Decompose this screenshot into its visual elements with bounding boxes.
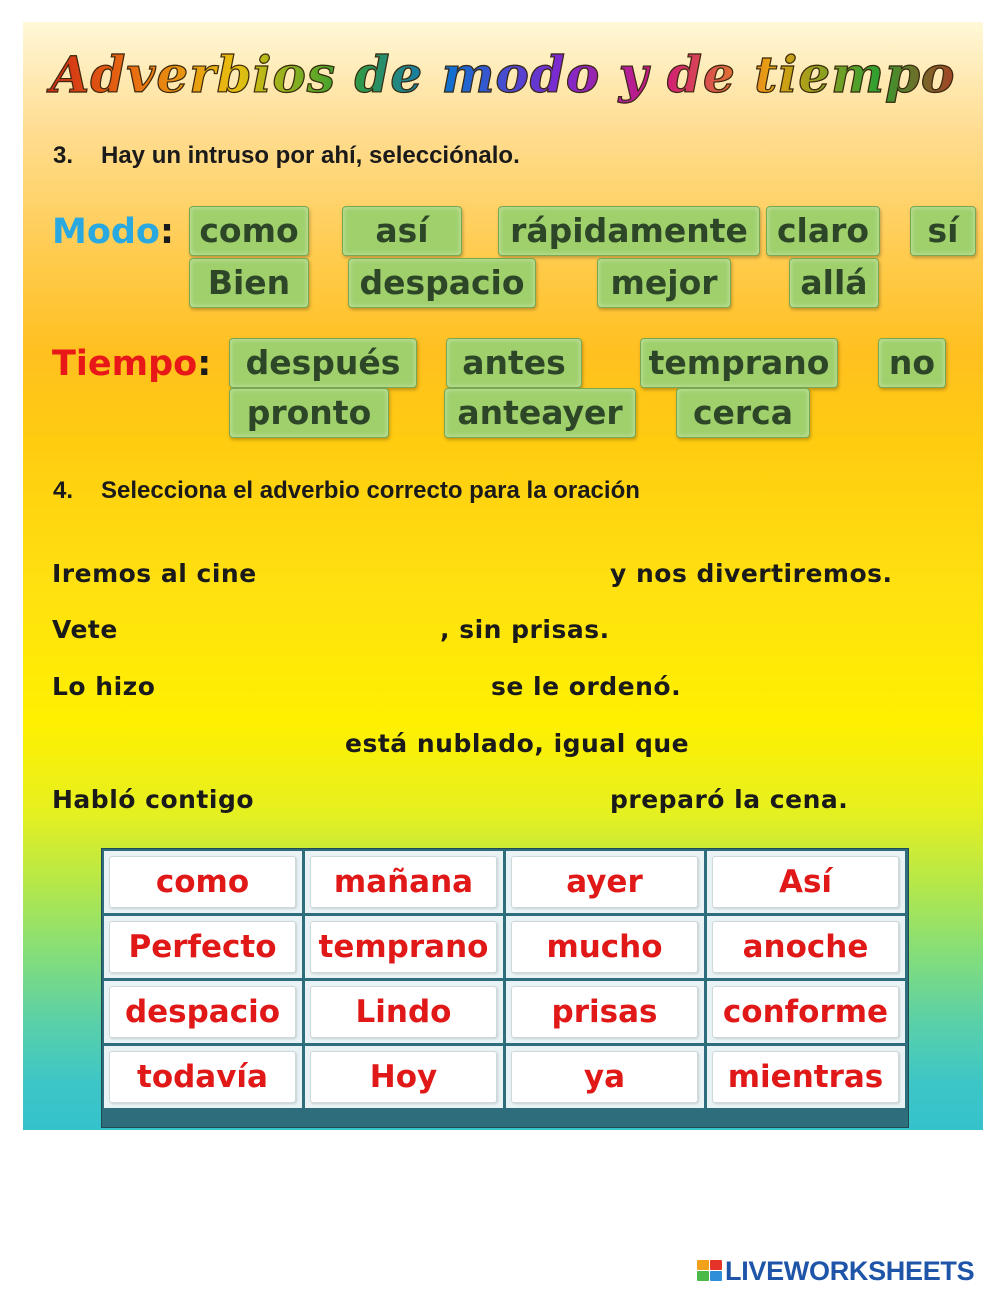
tiempo-word-chip[interactable]: antes [446, 338, 582, 388]
option-button[interactable]: despacio [109, 986, 296, 1038]
modo-word-chip[interactable]: Bien [189, 258, 309, 308]
option-button[interactable]: mañana [310, 856, 497, 908]
tiempo-word-chip[interactable]: cerca [676, 388, 810, 438]
sentence-4-drop-zone[interactable] [52, 724, 342, 760]
modo-word-chip[interactable]: así [342, 206, 462, 256]
tiempo-word-chip[interactable]: temprano [640, 338, 838, 388]
tiempo-word-chip[interactable]: después [229, 338, 417, 388]
liveworksheets-logo-icon [697, 1260, 723, 1282]
sentence-2-drop-zone[interactable] [138, 610, 438, 646]
worksheet-title: Adverbios de modo y de tiempo [23, 40, 983, 110]
option-button[interactable]: como [109, 856, 296, 908]
modo-label: Modo [52, 212, 160, 252]
question-4-number: 4. [53, 477, 74, 504]
sentence-3-drop-zone[interactable] [183, 667, 483, 703]
sentence-4-drop-zone-2[interactable] [735, 724, 965, 760]
question-3 [53, 142, 520, 170]
sentence-5-before: Habló contigo [52, 785, 255, 814]
option-button[interactable]: Lindo [310, 986, 497, 1038]
footer-branding [697, 1255, 991, 1287]
worksheet [23, 22, 983, 1130]
tiempo-colon: : [197, 344, 212, 384]
sentence-1-before: Iremos al cine [52, 559, 257, 588]
option-button[interactable]: Perfecto [109, 921, 296, 973]
modo-word-chip[interactable]: despacio [348, 258, 536, 308]
tiempo-word-chip[interactable]: no [878, 338, 946, 388]
sentence-2-before: Vete [52, 615, 118, 644]
modo-word-chip[interactable]: como [189, 206, 309, 256]
option-button[interactable]: Hoy [310, 1051, 497, 1103]
modo-word-chip[interactable]: mejor [597, 258, 731, 308]
option-button[interactable]: mucho [511, 921, 698, 973]
modo-colon: : [159, 212, 174, 252]
option-button[interactable]: temprano [310, 921, 497, 973]
option-button[interactable]: conforme [712, 986, 899, 1038]
modo-category [52, 212, 174, 252]
option-button[interactable]: todavía [109, 1051, 296, 1103]
option-button[interactable]: Así [712, 856, 899, 908]
modo-word-chip[interactable]: sí [910, 206, 976, 256]
question-4 [53, 477, 640, 505]
modo-word-chip[interactable]: allá [789, 258, 879, 308]
sentence-4-after: está nublado, igual que [345, 729, 690, 758]
option-button[interactable]: ya [511, 1051, 698, 1103]
modo-word-chip[interactable]: rápidamente [498, 206, 760, 256]
tiempo-label: Tiempo [52, 344, 198, 384]
sentence-5-after: preparó la cena. [610, 785, 849, 814]
sentence-3-before: Lo hizo [52, 672, 156, 701]
option-button[interactable]: ayer [511, 856, 698, 908]
sentence-2-after: , sin prisas. [440, 615, 610, 644]
sentence-1-drop-zone[interactable] [303, 554, 603, 590]
question-3-text: Hay un intruso por ahí, selecciónalo. [101, 142, 520, 169]
option-button[interactable]: anoche [712, 921, 899, 973]
answer-options-grid [101, 848, 909, 1128]
sentence-1-after: y nos divertiremos. [610, 559, 893, 588]
modo-word-chip[interactable]: claro [766, 206, 880, 256]
tiempo-category [52, 344, 211, 384]
sentence-3-after: se le ordenó. [491, 672, 682, 701]
brand-name: LIVEWORKSHEETS [725, 1256, 975, 1286]
tiempo-word-chip[interactable]: anteayer [444, 388, 636, 438]
option-button[interactable]: prisas [511, 986, 698, 1038]
question-4-text: Selecciona el adverbio correcto para la oración [101, 477, 640, 504]
question-3-number: 3. [53, 142, 74, 169]
option-button[interactable]: mientras [712, 1051, 899, 1103]
sentence-5-drop-zone[interactable] [293, 780, 603, 816]
tiempo-word-chip[interactable]: pronto [229, 388, 389, 438]
